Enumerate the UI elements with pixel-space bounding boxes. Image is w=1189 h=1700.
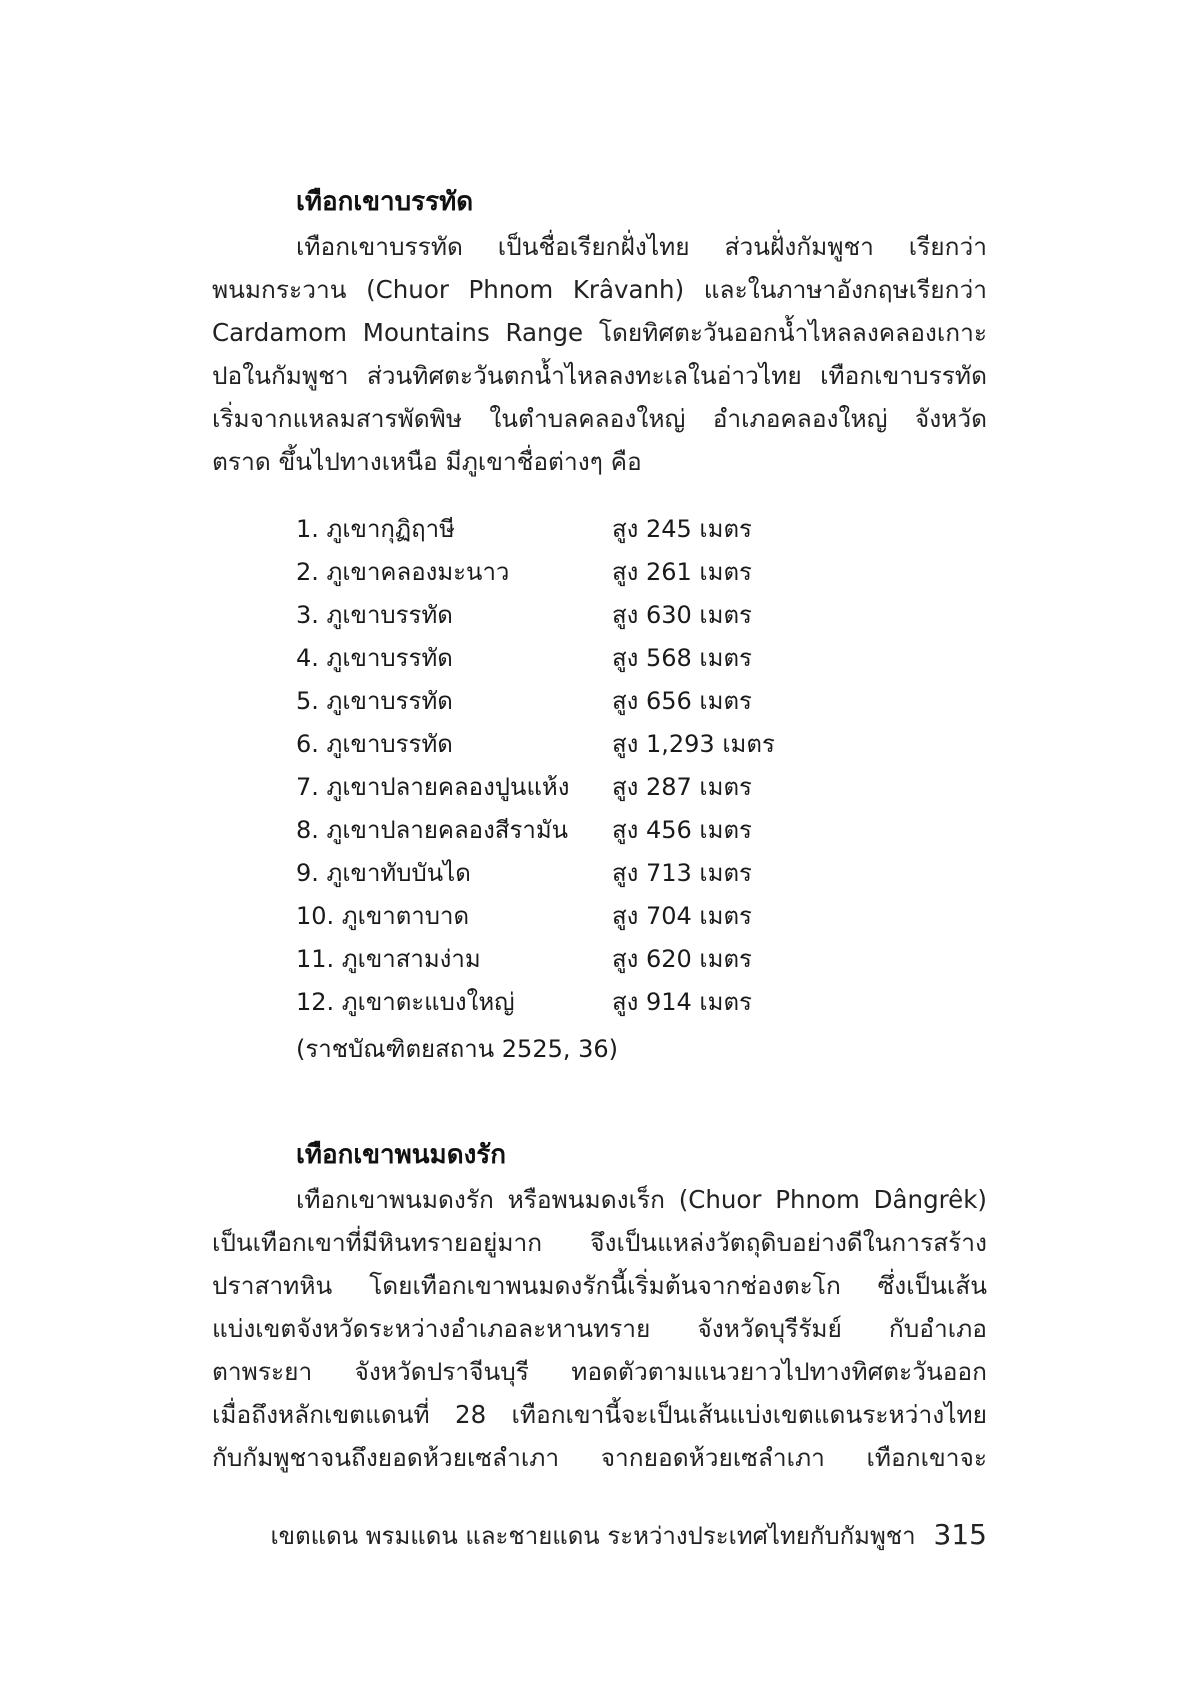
peak-height: สูง 630 เมตร	[612, 601, 752, 629]
paragraph-line: ตาพระยา จังหวัดปราจีนบุรี ทอดตัวตามแนวยาวไปทางทิศตะวันออก	[212, 1357, 987, 1386]
peak-height: สูง 713 เมตร	[612, 859, 752, 887]
section-heading-phanom-dongrak: เทือกเขาพนมดงรัก	[296, 1140, 506, 1170]
peak-height: สูง 620 เมตร	[612, 945, 752, 973]
list-item	[296, 809, 896, 852]
peak-list	[296, 508, 896, 1024]
peak-name: 9. ภูเขาทับบันได	[296, 859, 471, 887]
paragraph-line: พนมกระวาน (Chuor Phnom Krâvanh) และในภาษาอังกฤษเรียกว่า	[212, 275, 987, 304]
list-item	[296, 766, 896, 809]
peak-height: สูง 261 เมตร	[612, 558, 752, 586]
paragraph-line: เทือกเขาบรรทัด เป็นชื่อเรียกฝั่งไทย ส่วนฝั่งกัมพูชา เรียกว่า	[296, 232, 987, 261]
peak-name: 2. ภูเขาคลองมะนาว	[296, 558, 510, 586]
list-item	[296, 551, 896, 594]
paragraph-line: Cardamom Mountains Range โดยทิศตะวันออกน้ำไหลลงคลองเกาะ	[212, 318, 987, 347]
peak-height: สูง 245 เมตร	[612, 515, 752, 543]
peak-name: 1. ภูเขากุฏิฤาษี	[296, 515, 455, 543]
list-item	[296, 680, 896, 723]
peak-name: 12. ภูเขาตะแบงใหญ่	[296, 988, 515, 1016]
list-item	[296, 508, 896, 551]
paragraph-line: เป็นเทือกเขาที่มีหินทรายอยู่มาก จึงเป็นแหล่งวัตถุดิบอย่างดีในการสร้าง	[212, 1228, 987, 1257]
peak-height: สูง 456 เมตร	[612, 816, 752, 844]
paragraph-banthat	[212, 225, 987, 483]
paragraph-line: แบ่งเขตจังหวัดระหว่างอำเภอละหานทราย จังหวัดบุรีรัมย์ กับอำเภอ	[212, 1314, 987, 1343]
paragraph-line: ปราสาทหิน โดยเทือกเขาพนมดงรักนี้เริ่มต้นจากช่องตะโก ซึ่งเป็นเส้น	[212, 1271, 987, 1300]
paragraph-line: ปอในกัมพูชา ส่วนทิศตะวันตกน้ำไหลลงทะเลในอ่าวไทย เทือกเขาบรรทัด	[212, 361, 987, 390]
peak-height: สูง 568 เมตร	[612, 644, 752, 672]
peak-name: 10. ภูเขาตาบาด	[296, 902, 470, 930]
peak-name: 3. ภูเขาบรรทัด	[296, 601, 453, 629]
peak-name: 5. ภูเขาบรรทัด	[296, 687, 453, 715]
page-footer	[270, 1515, 987, 1556]
paragraph-line: กับกัมพูชาจนถึงยอดห้วยเซลำเภา จากยอดห้วยเซลำเภา เทือกเขาจะ	[212, 1443, 987, 1472]
peak-name: 8. ภูเขาปลายคลองสีรามัน	[296, 816, 569, 844]
peak-height: สูง 1,293 เมตร	[612, 730, 775, 758]
list-item	[296, 637, 896, 680]
peak-name: 6. ภูเขาบรรทัด	[296, 730, 453, 758]
paragraph-line: ตราด ขึ้นไปทางเหนือ มีภูเขาชื่อต่างๆ คือ	[212, 447, 642, 476]
list-item	[296, 594, 896, 637]
paragraph-line: เทือกเขาพนมดงรัก หรือพนมดงเร็ก (Chuor Phnom Dângrêk)	[296, 1185, 987, 1214]
list-item	[296, 852, 896, 895]
list-item	[296, 938, 896, 981]
paragraph-phanom-dongrak	[212, 1178, 987, 1479]
peak-height: สูง 914 เมตร	[612, 988, 752, 1016]
paragraph-line: เริ่มจากแหลมสารพัดพิษ ในตำบลคลองใหญ่ อำเภอคลองใหญ่ จังหวัด	[212, 404, 987, 433]
peak-name: 7. ภูเขาปลายคลองปูนแห้ง	[296, 773, 570, 801]
peak-name: 4. ภูเขาบรรทัด	[296, 644, 453, 672]
peak-height: สูง 287 เมตร	[612, 773, 752, 801]
section-heading-banthat: เทือกเขาบรรทัด	[296, 187, 474, 217]
paragraph-line: เมื่อถึงหลักเขตแดนที่ 28 เทือกเขานี้จะเป็นเส้นแบ่งเขตแดนระหว่างไทย	[212, 1400, 987, 1429]
peak-height: สูง 704 เมตร	[612, 902, 752, 930]
page-number: 315	[933, 1518, 987, 1551]
peak-height: สูง 656 เมตร	[612, 687, 752, 715]
source-citation: (ราชบัณฑิตยสถาน 2525, 36)	[296, 1035, 619, 1063]
peak-name: 11. ภูเขาสามง่าม	[296, 945, 481, 973]
list-item	[296, 723, 896, 766]
list-item	[296, 981, 896, 1024]
list-item	[296, 895, 896, 938]
running-title: เขตแดน พรมแดน และชายแดน ระหว่างประเทศไทยกับกัมพูชา	[270, 1522, 916, 1550]
